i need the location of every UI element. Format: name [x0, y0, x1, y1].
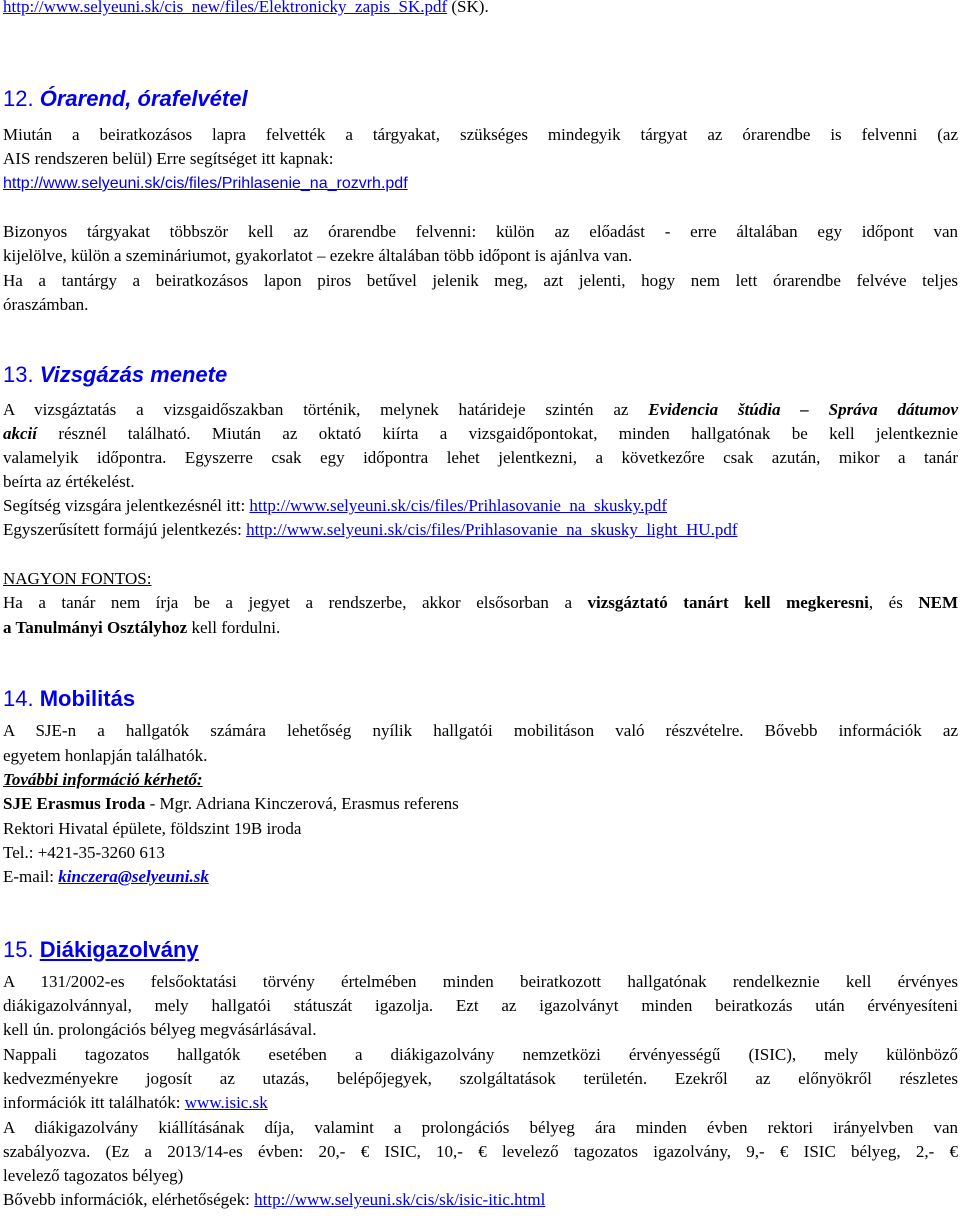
office-line	[3, 793, 958, 815]
section-title: Mobilitás	[39, 686, 136, 711]
s15-paragraph-line: kedvezményekre jogosít az utazás, belépőjegyek, szolgáltatások területén. Ezekről az előnyökről részletes	[3, 1069, 958, 1088]
isic-label: információk itt találhatók:	[3, 1093, 185, 1112]
s13-simple-line	[3, 519, 958, 541]
s12-paragraph-line: Bizonyos tárgyakat többször kell az órarendbe felvenni: külön az előadást - erre általában egy időpont van	[3, 222, 958, 241]
more-link-line	[3, 1189, 958, 1211]
section-title: Órarend, órafelvétel	[39, 86, 248, 111]
important-bold: NEM	[918, 593, 958, 612]
evidencia-studia-emphasis: Evidencia štúdia – Správa dátumov	[648, 400, 958, 419]
isic-link[interactable]: www.isic.sk	[184, 1093, 268, 1112]
simple-label: Egyszerűsített formájú jelentkezés:	[3, 520, 247, 539]
more-info-line	[3, 769, 958, 791]
section-12-heading	[3, 86, 248, 112]
s14-paragraph-line: A SJE-n a hallgatók számára lehetőség nyílik hallgatói mobilitáson való részvételre. Bővebb információk az	[3, 721, 958, 740]
isic-itic-link[interactable]: http://www.selyeuni.sk/cis/sk/isic-itic.html	[254, 1190, 546, 1209]
s12-paragraph-line: óraszámban.	[3, 295, 89, 314]
important-line	[3, 617, 958, 639]
s15-paragraph-line: kell ún. prolongációs bélyeg megvásárlásával.	[3, 1020, 317, 1039]
section-title: Diákigazolvány	[39, 937, 199, 962]
top-link-line	[3, 0, 958, 18]
s12-paragraph-line: Miután a beiratkozásos lapra felvették a tárgyakat, szükséges mindegyik tárgyat az órarendbe is felvenni (az	[3, 125, 958, 144]
s13-help-line	[3, 495, 958, 517]
section-15-heading	[3, 937, 199, 963]
important-bold: a Tanulmányi Osztályhoz	[3, 618, 188, 637]
s13-paragraph-line	[3, 399, 958, 421]
s12-paragraph-line: kijelölve, külön a szemináriumot, gyakorlatot – ezekre általában több időpont is ajánlva van.	[3, 246, 633, 265]
email-label: E-mail:	[3, 867, 59, 886]
s15-paragraph-line: A 131/2002-es felsőoktatási törvény értelmében minden beiratkozott hallgatónak rendelkeznie kell érvényes	[3, 972, 958, 991]
s12-link-line	[3, 172, 958, 195]
important-heading	[3, 568, 958, 590]
address-line: Rektori Hivatal épülete, földszint 19B iroda	[3, 819, 302, 838]
section-title: Vizsgázás menete	[39, 362, 228, 387]
important-text: kell fordulni.	[187, 618, 281, 637]
s12-paragraph-line: AIS rendszeren belül) Erre segítséget itt kapnak:	[3, 149, 334, 168]
isic-link-line	[3, 1092, 958, 1114]
section-number: 12.	[3, 86, 34, 111]
section-14-heading	[3, 686, 135, 712]
s15-paragraph-line: szabályozva. (Ez a 2013/14-es évben: 20,- € ISIC, 10,- € levelező tagozatos igazolvány, 9,- € ISIC bélyeg, 2,- €	[3, 1142, 958, 1161]
office-contact: - Mgr. Adriana Kinczerová, Erasmus referens	[145, 794, 459, 813]
s15-paragraph-line: levelező tagozatos bélyeg)	[3, 1166, 184, 1185]
section-13-heading	[3, 362, 227, 388]
section-number: 13.	[3, 362, 34, 387]
s14-paragraph-line: egyetem honlapján találhatók.	[3, 746, 208, 765]
s13-paragraph-line: beírta az értékelést.	[3, 472, 135, 491]
s13-text: A vizsgáztatás a vizsgaidőszakban történik, melynek határideje szintén az	[3, 400, 649, 419]
important-text: Ha a tanár nem írja be a jegyet a rendszerbe, akkor elsősorban a	[3, 593, 588, 612]
s15-paragraph-line: Nappali tagozatos hallgatók esetében a diákigazolvány nemzetközi érvényességű (ISIC), mely különböző	[3, 1045, 958, 1064]
email-line	[3, 866, 958, 888]
section-number: 14.	[3, 686, 34, 711]
more-info-heading: További információ kérhető:	[3, 770, 203, 789]
elektronicky-zapis-link[interactable]: http://www.selyeuni.sk/cis_new/files/Elektronicky_zapis_SK.pdf	[3, 0, 448, 16]
help-label: Segítség vizsgára jelentkezésnél itt:	[3, 496, 250, 515]
top-link-suffix: (SK).	[447, 0, 489, 16]
important-line	[3, 592, 958, 614]
section-number: 15.	[3, 937, 34, 962]
s12-paragraph-line: Ha a tantárgy a beiratkozásos lapon piros betűvel jelenik meg, azt jelenti, hogy nem lett órarendbe felvéve teljes	[3, 271, 958, 290]
akcii-emphasis: akcií	[3, 424, 37, 443]
s15-paragraph-line: A diákigazolvány kiállításának díja, valamint a prolongációs bélyeg ára minden évben rektori irányelvben van	[3, 1118, 958, 1137]
s13-paragraph-line	[3, 423, 958, 445]
s15-paragraph-line: diákigazolvánnyal, mely hallgatói státuszát igazolja. Ezt az igazolványt minden beiratkozás után érvényesíteni	[3, 996, 958, 1015]
s13-text: résznél található. Miután az oktató kiírta a vizsgaidőpontokat, minden hallgatónak be kell jelentkeznie	[37, 424, 958, 443]
email-link[interactable]: kinczera@selyeuni.sk	[58, 867, 209, 886]
s13-paragraph-line: valamelyik időpontra. Egyszerre csak egy időpontra lehet jelentkezni, a következőre csak azután, mikor a tanár	[3, 448, 958, 467]
important-bold: vizsgáztató tanárt kell megkeresni	[587, 593, 869, 612]
more-label: Bővebb információk, elérhetőségek:	[3, 1190, 255, 1209]
prihlasenie-rozvrh-link[interactable]: http://www.selyeuni.sk/cis/files/Prihlasenie_na_rozvrh.pdf	[3, 175, 408, 192]
important-text: , és	[868, 593, 919, 612]
prihlasovanie-skusky-light-link[interactable]: http://www.selyeuni.sk/cis/files/Prihlasovanie_na_skusky_light_HU.pdf	[246, 520, 738, 539]
important-heading-text: NAGYON FONTOS:	[3, 569, 152, 588]
office-name: SJE Erasmus Iroda	[3, 794, 146, 813]
phone-line: Tel.: +421-35-3260 613	[3, 843, 165, 862]
prihlasovanie-skusky-link[interactable]: http://www.selyeuni.sk/cis/files/Prihlasovanie_na_skusky.pdf	[249, 496, 667, 515]
